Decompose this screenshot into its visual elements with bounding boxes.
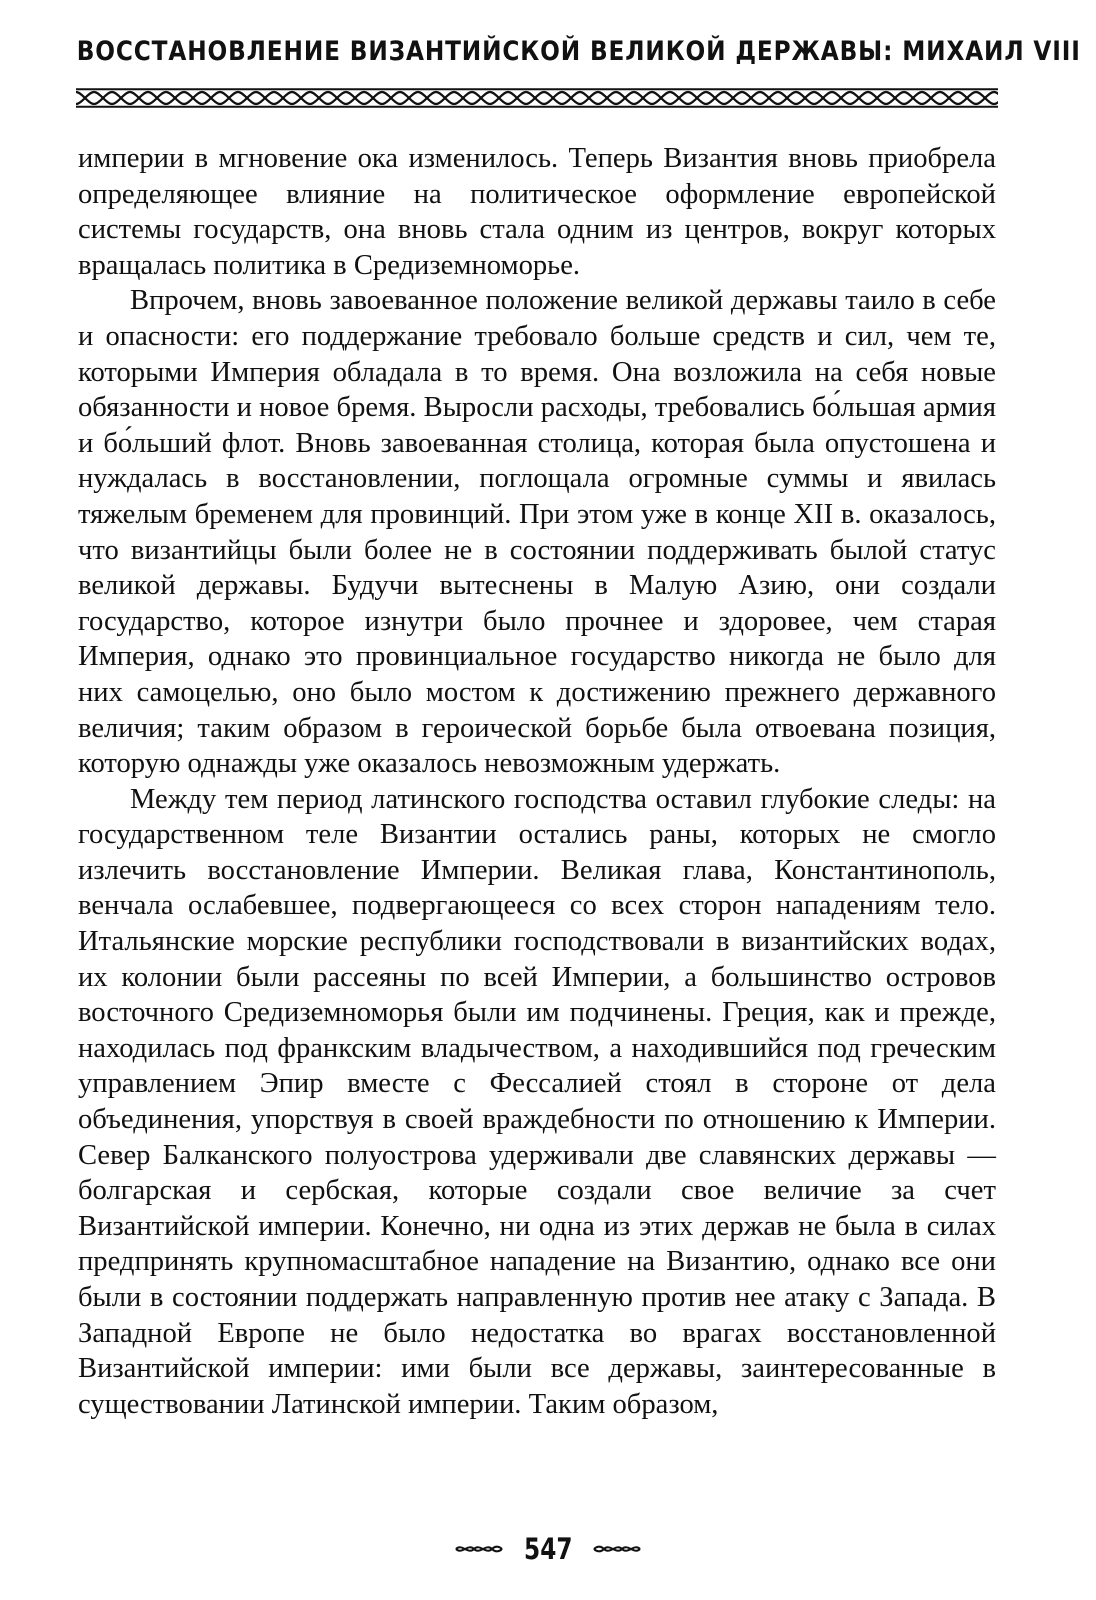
right-folio-ornament-icon: [592, 1542, 642, 1556]
running-head-title: ВОССТАНОВЛЕНИЕ ВИЗАНТИЙСКОЙ ВЕЛИКОЙ ДЕРЖАВЫ: МИХАИЛ VIII: [76, 36, 1081, 67]
page-footer: [0, 1532, 1096, 1566]
left-folio-ornament-icon: [454, 1542, 504, 1556]
paragraph-continuation: империи в мгновение ока изменилось. Теперь Византия вновь приобрела определяющее влияние на политическое оформление европейской системы государств, она вновь стала одним из центров, вокруг которых вращалась политика в Средиземноморье.: [78, 143, 996, 281]
ornamental-rule: [76, 88, 998, 108]
paragraph-latin-rule-legacy: Между тем период латинского господства оставил глубокие следы: на государственном теле Византии остались раны, которых не смогло излечить восстановление Империи. Великая глава, Константинополь, венчала ослабевшее, подвергающееся со всех сторон нападениям тело. Итальянские морские республики господствовали в византийских водах, их колонии были рассеяны по всей Империи, а большинство островов восточного Средиземноморья были им подчинены. Греция, как и прежде, находилась под франкским владычеством, а находившийся под греческим управлением Эпир вместе с Фессалией стоял в стороне от дела объединения, упорствуя в своей враждебности по отношению к Империи. Север Балканского полуострова удерживали две славянских державы — болгарская и сербская, которые создали свое величие за счет Византийской империи. Конечно, ни одна из этих держав не была в силах предпринять крупномасштабное нападение на Византию, однако все они были в состоянии поддержать направленную против нее атаку с Запада. В Западной Европе не было недостатка во врагах восстановленной Византийской империи: ими были все державы, заинтересованные в существовании Латинской империи. Таким образом,: [78, 783, 996, 1420]
main-text: [78, 141, 996, 1422]
page-number: 547: [523, 1532, 573, 1566]
paragraph-great-power-dangers: Впрочем, вновь завоеванное положение великой державы таило в себе и опасности: его поддержание требовало больше средств и сил, чем те, которыми Империя обладала в то время. Она возложила на себя новые обязанности и новое бремя. Выросли расходы, требовались бо́льшая армия и бо́льший флот. Вновь завоеванная столица, которая была опустошена и нуждалась в восстановлении, поглощала огромные суммы и явилась тяжелым бременем для провинций. При этом уже в конце XII в. оказалось, что византийцы были более не в состоянии поддерживать былой статус великой державы. Будучи вытеснены в Малую Азию, они создали государство, которое изнутри было прочнее и здоровее, чем старая Империя, однако это провинциальное государство никогда не было для них самоцелью, оно было мостом к достижению прежнего державного величия; таким образом в героической борьбе была отвоевана позиция, которую однажды уже оказалось невозможным удержать.: [78, 285, 996, 780]
